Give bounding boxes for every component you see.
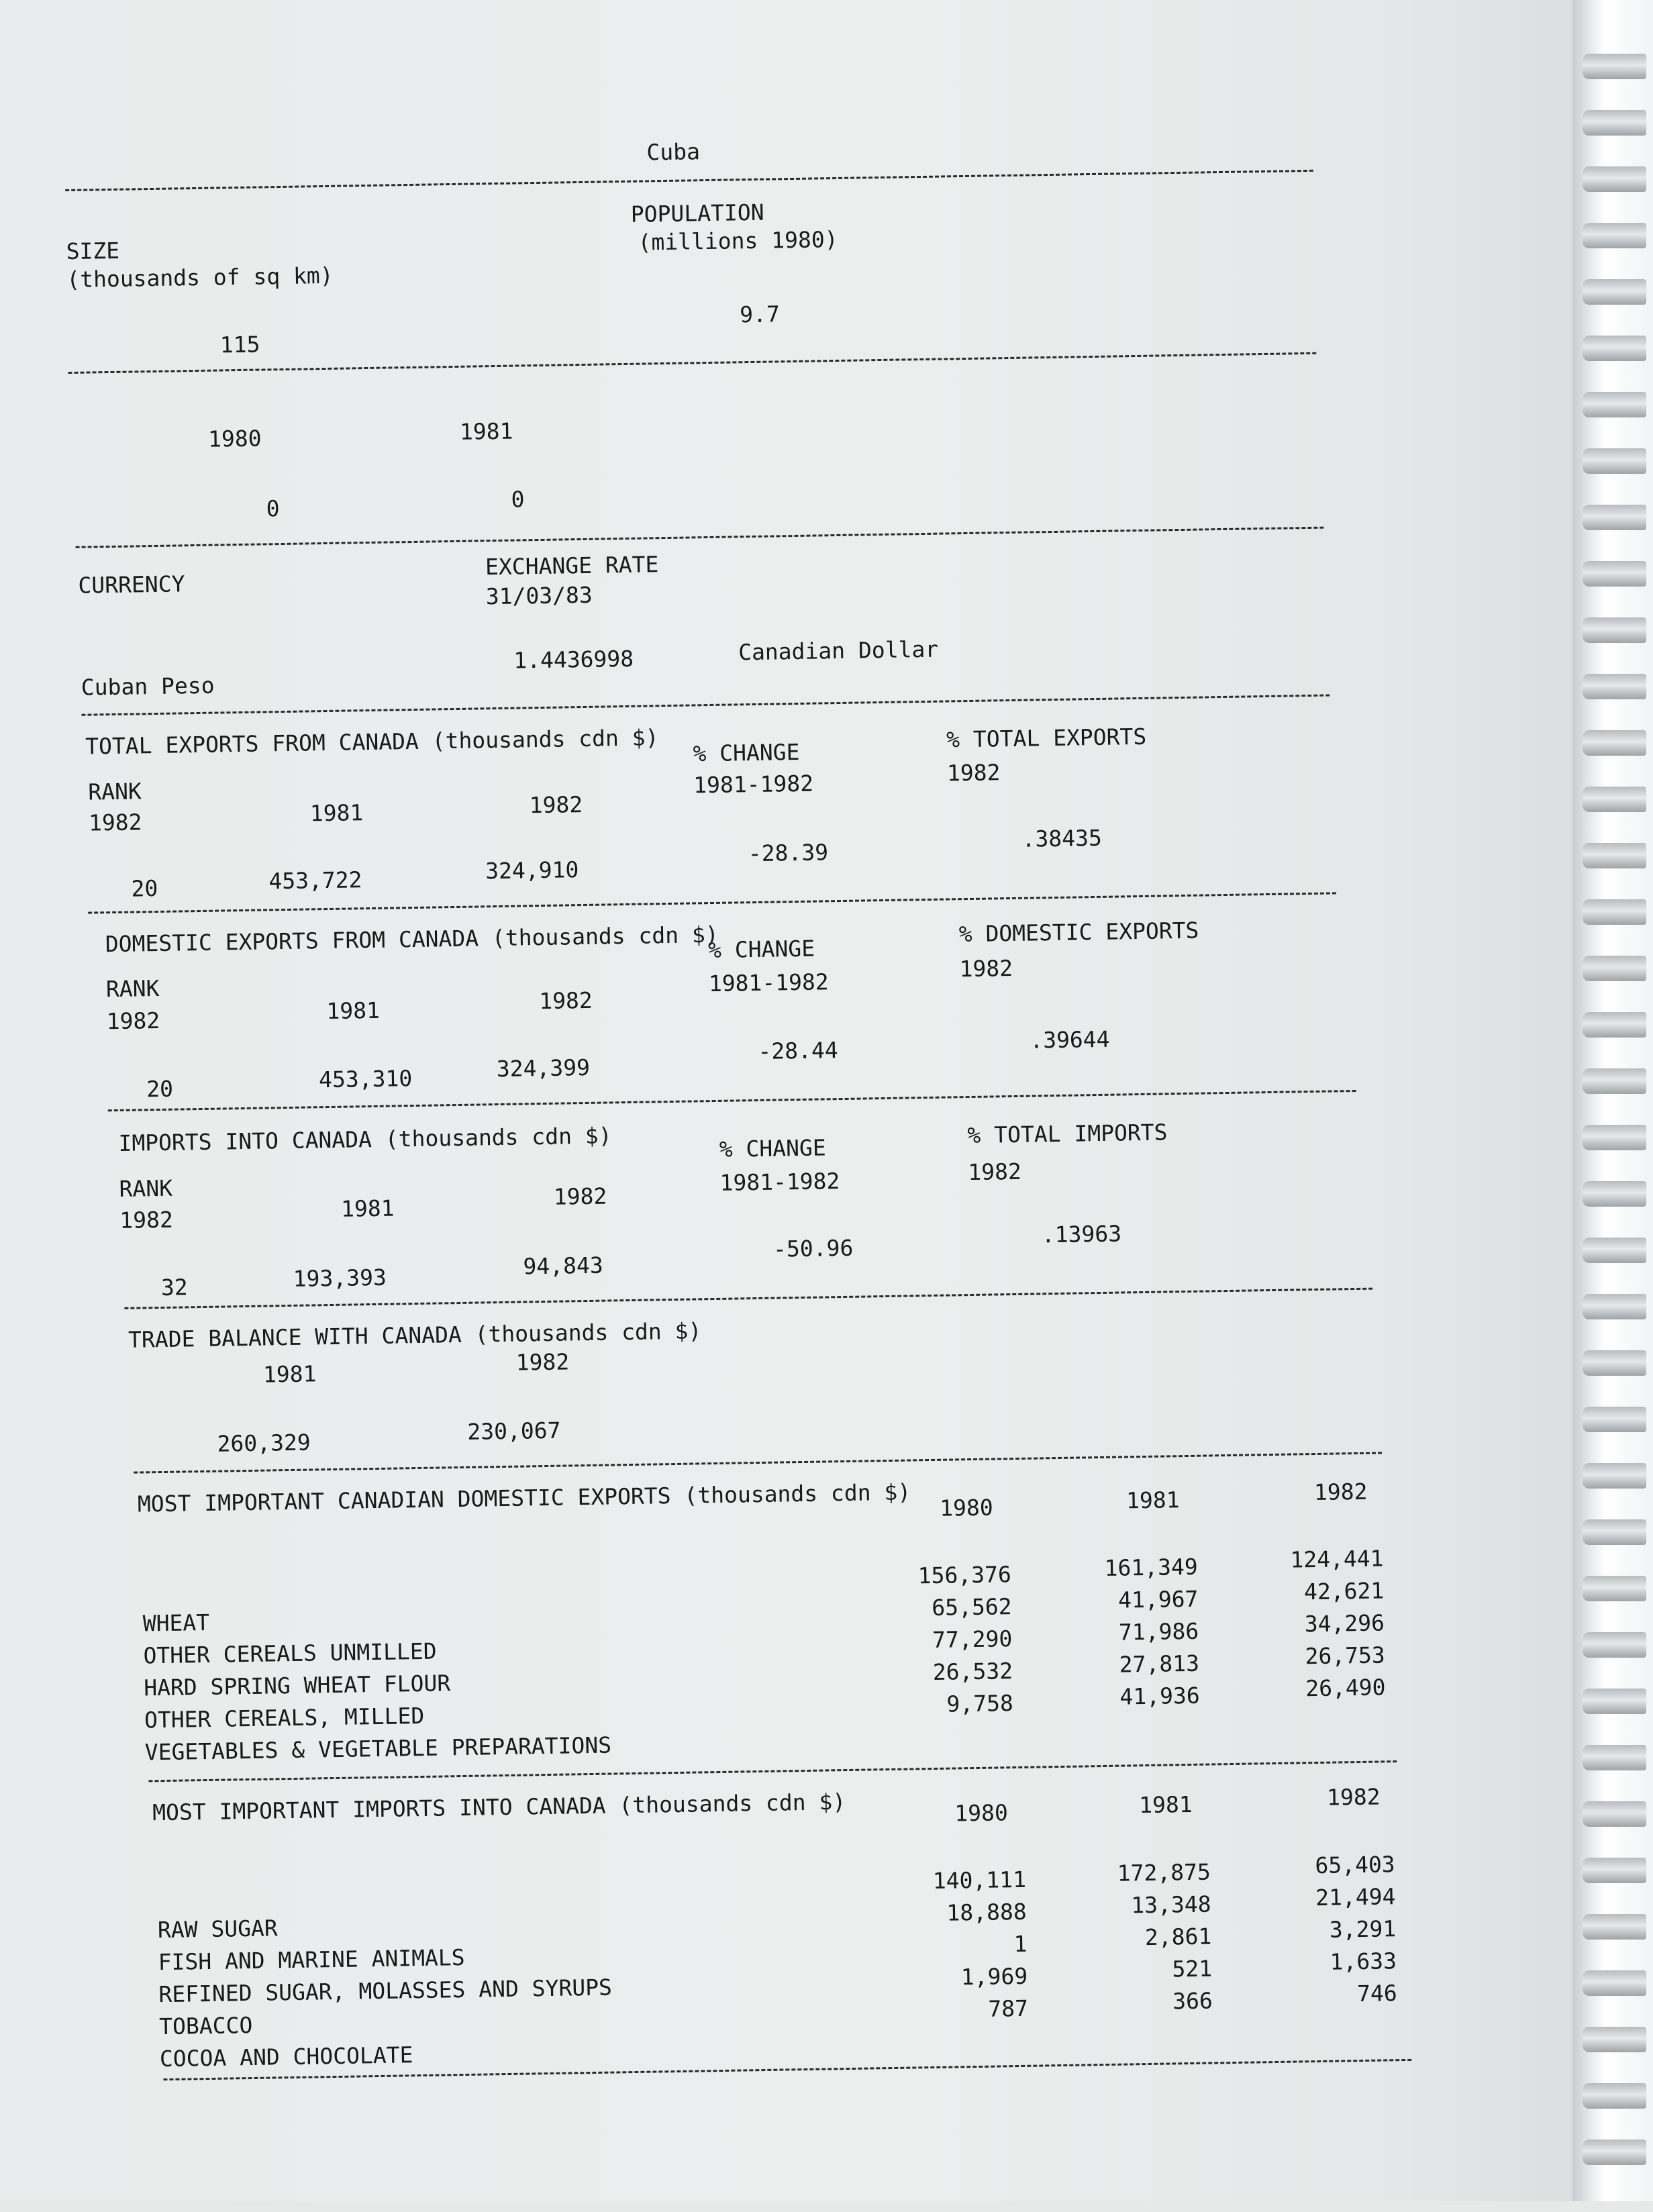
top-imports-title: MOST IMPORTANT IMPORTS INTO CANADA (thousands cdn $)	[152, 1789, 846, 1826]
total-exports-share-label: % TOTAL EXPORTS	[946, 723, 1147, 753]
country-title: Cuba	[646, 138, 701, 166]
imports-col-1982: 1982	[553, 1183, 607, 1210]
top-exports-year-1981: 1981	[1125, 1487, 1180, 1514]
top-exports-year-1982: 1982	[1313, 1478, 1368, 1506]
top-import-value: 366	[1172, 1987, 1213, 2015]
total-exports-rank-label: RANK	[87, 778, 142, 805]
imports-col-share: 1982	[968, 1158, 1022, 1186]
top-export-value: 42,621	[1303, 1577, 1385, 1605]
divider	[81, 695, 1330, 716]
balance-all-year-1: 1980	[207, 425, 262, 452]
top-import-value: 1	[1013, 1930, 1028, 1958]
imports-rank: 32	[160, 1274, 188, 1301]
domestic-exports-rank: 20	[146, 1075, 174, 1103]
imports-col-rank: 1982	[119, 1206, 174, 1234]
top-import-value: 172,875	[1117, 1858, 1211, 1887]
imports-col-change: 1981-1982	[719, 1168, 840, 1196]
top-export-value: 26,753	[1305, 1642, 1386, 1670]
exchange-rate-value: 1.4436998	[513, 645, 634, 674]
top-import-value: 787	[988, 1995, 1029, 2022]
total-exports-col-change: 1981-1982	[693, 770, 814, 799]
domestic-exports-share: .39644	[1029, 1025, 1110, 1054]
domestic-exports-change-label: % CHANGE	[707, 935, 815, 964]
trade-balance-year-1: 1981	[262, 1360, 317, 1388]
exchange-rate-date: 31/03/83	[485, 581, 593, 610]
divider	[88, 892, 1336, 913]
size-label: SIZE	[66, 237, 120, 265]
exchange-rate-label: EXCHANGE RATE	[485, 551, 659, 581]
divider	[108, 1090, 1356, 1111]
top-imports-year-1980: 1980	[954, 1799, 1009, 1827]
top-import-value: 13,348	[1131, 1891, 1211, 1919]
currency-name: Cuban Peso	[81, 672, 215, 701]
divider	[65, 170, 1313, 191]
domestic-exports-col-1982: 1982	[538, 987, 593, 1015]
population-label: POPULATION	[630, 199, 764, 228]
trade-balance-value-2: 230,067	[467, 1417, 561, 1445]
population-unit: (millions 1980)	[638, 225, 838, 256]
total-exports-share: .38435	[1021, 824, 1103, 852]
imports-share: .13963	[1041, 1220, 1122, 1248]
imports-change-label: % CHANGE	[719, 1134, 827, 1162]
trade-balance-value-1: 260,329	[217, 1429, 311, 1457]
total-exports-change: -28.39	[748, 839, 829, 867]
top-export-value: 26,532	[932, 1658, 1013, 1685]
domestic-exports-col-share: 1982	[959, 954, 1013, 983]
total-exports-rank: 20	[131, 874, 158, 902]
total-exports-col-1981: 1981	[309, 799, 364, 827]
total-exports-col-1982: 1982	[529, 791, 583, 819]
top-import-item: FISH AND MARINE ANIMALS	[158, 1944, 465, 1976]
top-export-value: 156,376	[917, 1561, 1012, 1589]
domestic-exports-1981: 453,310	[318, 1065, 413, 1093]
population-value: 9.7	[739, 301, 781, 328]
top-export-item: OTHER CEREALS UNMILLED	[143, 1638, 437, 1669]
total-exports-1982: 324,910	[485, 856, 579, 885]
imports-1982: 94,843	[523, 1252, 603, 1280]
domestic-exports-rank-label: RANK	[105, 974, 160, 1003]
top-export-value: 34,296	[1304, 1609, 1385, 1638]
total-exports-col-rank: 1982	[88, 809, 142, 836]
top-export-value: 124,441	[1290, 1545, 1384, 1573]
balance-all-value-1: 0	[266, 495, 280, 522]
trade-balance-title: TRADE BALANCE WITH CANADA (thousands cdn $)	[128, 1317, 702, 1353]
top-exports-year-1980: 1980	[939, 1494, 993, 1521]
top-export-value: 71,986	[1118, 1617, 1199, 1646]
top-import-value: 65,403	[1315, 1851, 1395, 1879]
domestic-exports-col-rank: 1982	[106, 1007, 160, 1035]
imports-1981: 193,393	[293, 1264, 387, 1292]
top-import-item: REFINED SUGAR, MOLASSES AND SYRUPS	[158, 1974, 613, 2008]
size-value: 115	[219, 331, 260, 358]
top-export-item: VEGETABLES & VEGETABLE PREPARATIONS	[144, 1731, 612, 1766]
top-export-value: 26,490	[1305, 1674, 1386, 1702]
top-exports-title: MOST IMPORTANT CANADIAN DOMESTIC EXPORTS (thousands cdn $)	[137, 1478, 911, 1517]
domestic-exports-share-label: % DOMESTIC EXPORTS	[958, 917, 1199, 948]
divider	[76, 527, 1324, 548]
top-export-value: 65,562	[932, 1593, 1012, 1621]
top-import-value: 1,969	[960, 1962, 1028, 1991]
top-import-value: 521	[1172, 1955, 1213, 1982]
top-imports-year-1982: 1982	[1326, 1783, 1381, 1811]
domestic-exports-col-change: 1981-1982	[708, 968, 829, 997]
currency-label: CURRENCY	[78, 570, 185, 599]
imports-title: IMPORTS INTO CANADA (thousands cdn $)	[118, 1122, 612, 1156]
balance-all-value-2: 0	[511, 486, 525, 513]
size-unit: (thousands of sq km)	[66, 262, 334, 293]
imports-change: -50.96	[772, 1234, 854, 1262]
total-exports-col-share: 1982	[946, 759, 1001, 787]
top-import-value: 21,494	[1315, 1883, 1396, 1911]
domestic-exports-col-1981: 1981	[326, 997, 381, 1025]
top-export-value: 41,936	[1119, 1682, 1200, 1710]
top-export-value: 9,758	[946, 1690, 1014, 1717]
total-exports-change-label: % CHANGE	[693, 738, 800, 767]
top-export-item: WHEAT	[142, 1609, 210, 1637]
top-export-item: OTHER CEREALS, MILLED	[144, 1702, 425, 1733]
top-export-value: 77,290	[932, 1625, 1013, 1653]
top-import-item: RAW SUGAR	[157, 1915, 279, 1944]
total-exports-1981: 453,722	[268, 866, 362, 895]
top-import-item: TOBACCO	[158, 2011, 253, 2040]
top-export-value: 161,349	[1104, 1553, 1198, 1581]
top-import-value: 18,888	[946, 1898, 1027, 1926]
balance-all-year-2: 1981	[459, 417, 513, 445]
divider	[148, 1760, 1397, 1782]
top-import-value: 2,861	[1144, 1923, 1212, 1951]
top-export-item: HARD SPRING WHEAT FLOUR	[143, 1670, 451, 1701]
divider	[134, 1452, 1382, 1473]
top-export-value: 41,967	[1117, 1585, 1199, 1613]
top-import-item: COCOA AND CHOCOLATE	[159, 2042, 413, 2072]
imports-rank-label: RANK	[119, 1174, 173, 1202]
domestic-exports-change: -28.44	[758, 1037, 838, 1064]
total-exports-title: TOTAL EXPORTS FROM CANADA (thousands cdn $)	[85, 724, 659, 760]
top-export-value: 27,813	[1119, 1650, 1200, 1678]
trade-balance-year-2: 1982	[515, 1348, 570, 1376]
top-import-value: 746	[1356, 1980, 1397, 2007]
top-import-value: 3,291	[1329, 1915, 1397, 1943]
domestic-exports-1982: 324,399	[496, 1054, 591, 1083]
top-imports-year-1981: 1981	[1138, 1791, 1193, 1819]
exchange-rate-target: Canadian Dollar	[738, 636, 939, 666]
domestic-exports-title: DOMESTIC EXPORTS FROM CANADA (thousands cdn $)	[105, 921, 719, 958]
top-import-value: 140,111	[932, 1866, 1027, 1895]
imports-col-1981: 1981	[340, 1195, 395, 1222]
imports-share-label: % TOTAL IMPORTS	[967, 1119, 1168, 1149]
top-import-value: 1,633	[1330, 1948, 1397, 1975]
